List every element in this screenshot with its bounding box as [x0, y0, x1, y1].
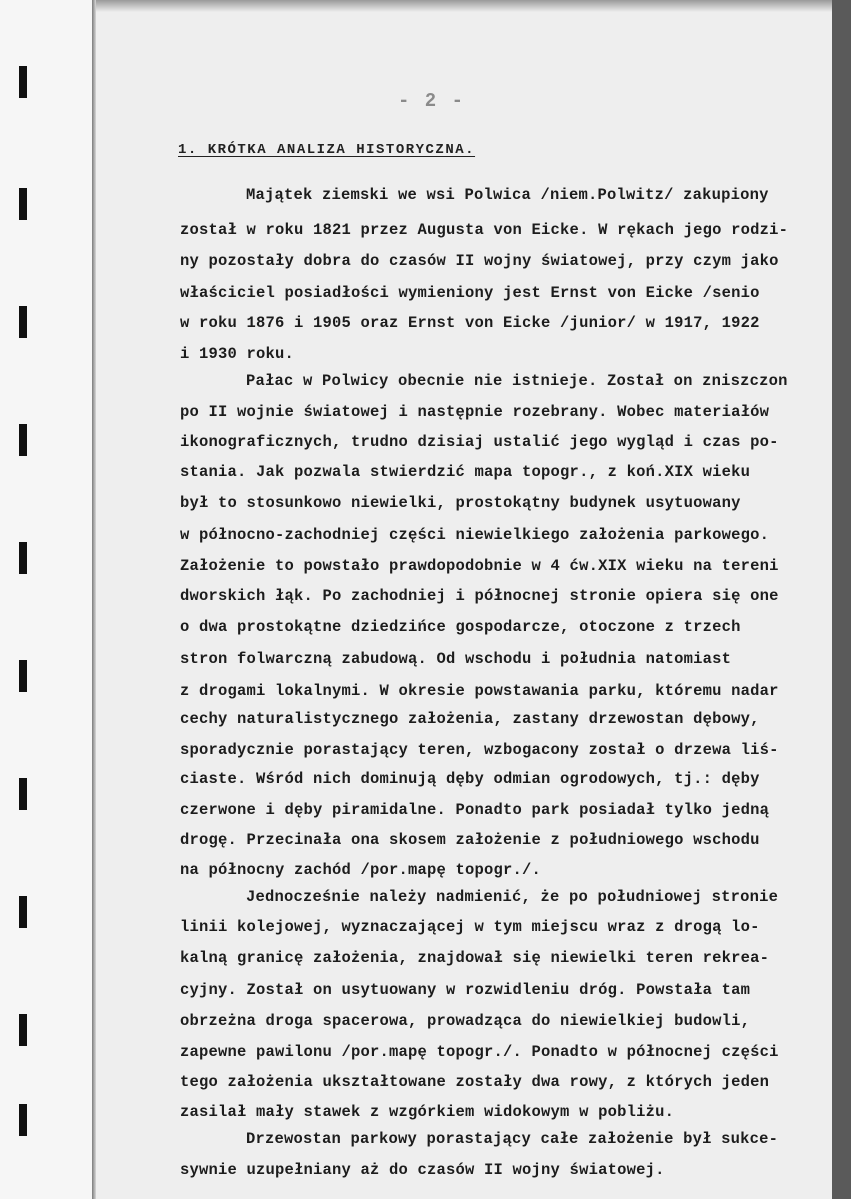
- film-perforation: [19, 1014, 27, 1046]
- text-line: sporadycznie porastający teren, wzbogacony został o drzewa liś-: [180, 741, 779, 759]
- text-line: w północno-zachodniej części niewielkiego założenia parkowego.: [180, 526, 770, 544]
- film-perforation: [19, 660, 27, 692]
- text-line: o dwa prostokątne dziedzińce gospodarcze, otoczone z trzech: [180, 618, 741, 636]
- text-line: i 1930 roku.: [180, 345, 295, 363]
- film-perforation: [19, 542, 27, 574]
- text-line: Pałac w Polwicy obecnie nie istnieje. Został on zniszczon: [246, 372, 788, 390]
- film-perforation: [19, 66, 27, 98]
- text-line: zasilał mały stawek z wzgórkiem widokowym w pobliżu.: [180, 1103, 675, 1121]
- text-line: obrzeżna droga spacerowa, prowadząca do niewielkiej budowli,: [180, 1012, 751, 1030]
- page-right-border: [832, 0, 851, 1199]
- text-line: stania. Jak pozwala stwierdzić mapa topogr., z koń.XIX wieku: [180, 463, 751, 481]
- section-heading: 1. KRÓTKA ANALIZA HISTORYCZNA.: [178, 142, 476, 158]
- text-line: Założenie to powstało prawdopodobnie w 4 ćw.XIX wieku na tereni: [180, 557, 779, 575]
- film-perforation: [19, 424, 27, 456]
- text-line: czerwone i dęby piramidalne. Ponadto park posiadał tylko jedną: [180, 801, 770, 819]
- text-line: cechy naturalistycznego założenia, zastany drzewostan dębowy,: [180, 710, 760, 728]
- text-line: stron folwarczną zabudową. Od wschodu i południa natomiast: [180, 650, 732, 668]
- film-perforation: [19, 188, 27, 220]
- film-strip: [0, 0, 94, 1199]
- film-perforation: [19, 896, 27, 928]
- text-line: tego założenia ukształtowane zostały dwa rowy, z których jeden: [180, 1073, 770, 1091]
- text-line: linii kolejowej, wyznaczającej w tym miejscu wraz z drogą lo-: [180, 918, 760, 936]
- text-line: Jednocześnie należy nadmienić, że po południowej stronie: [246, 888, 779, 906]
- text-line: ny pozostały dobra do czasów II wojny światowej, przy czym jako: [180, 252, 779, 270]
- text-line: na północny zachód /por.mapę topogr./.: [180, 861, 542, 879]
- text-line: był to stosunkowo niewielki, prostokątny budynek usytuowany: [180, 494, 741, 512]
- text-line: po II wojnie światowej i następnie rozebrany. Wobec materiałów: [180, 403, 770, 421]
- text-line: ciaste. Wśród nich dominują dęby odmian ogrodowych, tj.: dęby: [180, 770, 760, 788]
- text-line: Majątek ziemski we wsi Polwica /niem.Polwitz/ zakupiony: [246, 186, 769, 204]
- text-line: z drogami lokalnymi. W okresie powstawania parku, któremu nadar: [180, 682, 779, 700]
- page-top-shadow: [96, 0, 836, 12]
- text-line: Drzewostan parkowy porastający całe założenie był sukce-: [246, 1130, 779, 1148]
- page-number: - 2 -: [398, 90, 466, 112]
- text-line: został w roku 1821 przez Augusta von Eicke. W rękach jego rodzi-: [180, 221, 789, 239]
- film-perforation: [19, 778, 27, 810]
- text-line: właściciel posiadłości wymieniony jest Ernst von Eicke /senio: [180, 284, 760, 302]
- text-line: dworskich łąk. Po zachodniej i północnej stronie opiera się one: [180, 587, 779, 605]
- text-line: drogę. Przecinała ona skosem założenie z południowego wschodu: [180, 831, 760, 849]
- text-line: kalną granicę założenia, znajdował się niewielki teren rekrea-: [180, 949, 770, 967]
- film-perforation: [19, 1104, 27, 1136]
- text-line: zapewne pawilonu /por.mapę topogr./. Ponadto w północnej części: [180, 1043, 779, 1061]
- text-line: w roku 1876 i 1905 oraz Ernst von Eicke /junior/ w 1917, 1922: [180, 314, 760, 332]
- film-perforation: [19, 306, 27, 338]
- text-line: sywnie uzupełniany aż do czasów II wojny światowej.: [180, 1161, 665, 1179]
- text-line: ikonograficznych, trudno dzisiaj ustalić jego wygląd i czas po-: [180, 433, 779, 451]
- text-line: cyjny. Został on usytuowany w rozwidleniu dróg. Powstała tam: [180, 981, 751, 999]
